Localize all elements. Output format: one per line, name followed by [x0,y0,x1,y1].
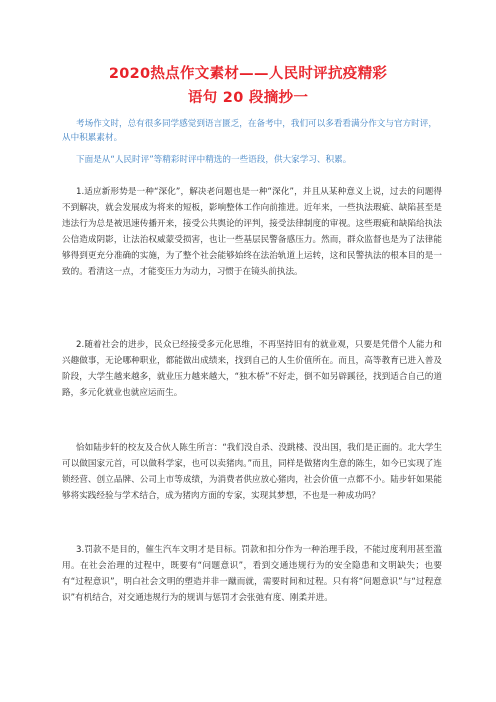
body-paragraph: 恰如陆步轩的校友及合伙人陈生所言：“我们没自杀、没跳楼、没出国，我们是正面的。北大学生可以做国家元首，可以做科学家，也可以卖猪肉。”而且，同样是做猪肉生意的陈生，如今已实现了连锁经营、创立品牌、公司上市等成绩，为消费者供应放心猪肉，社会价值一点都不小。陆步轩如果能够将实践经验与学术结合，成为猪肉方面的专家，实现其梦想，不也是一种成功吗？ [62,443,442,501]
intro-paragraph: 考场作文时，总有很多同学感觉到语言匮乏，在备考中，我们可以多看看满分作文与官方时评，从中积累素材。 [62,119,437,144]
document-title-line-2: 语句 20 段摘抄一 [187,90,309,106]
body-paragraph: 2.随着社会的进步，民众已经接受多元化思维，不再坚持旧有的就业观，只要是凭借个人能力和兴趣做事，无论哪种职业，都能做出成绩来，找到自己的人生价值所在。而且，高等教育已进入普及阶段，大学生越来越多，就业压力越来越大，“独木桥”不好走，倒不如另辟蹊径，找到适合自己的道路，多元化就业也就应运而生。 [62,340,442,398]
intro-paragraph: 下面是从“人民时评”等精彩时评中精选的一些语段，供大家学习、积累。 [76,155,352,165]
body-paragraph: 3.罚款不是目的，催生汽车文明才是目标。罚款和扣分作为一种治理手段，不能过度利用甚至滥用。在社会治理的过程中，既要有“问题意识”，看到交通违规行为的安全隐患和文明缺失；也要有“过程意识”，明白社会文明的塑造并非一蹴而就，需要时间和过程。只有将“问题意识”与“过程意识”有机结合，对交通违规行为的规训与惩罚才会张弛有度、刚柔并进。 [62,545,442,603]
body-paragraph: 1.适应新形势是一种“深化”，解决老问题也是一种“深化”，并且从某种意义上说，过去的问题得不到解决，就会发展成为将来的短板，影响整体工作向前推进。近年来，一些执法瑕疵、缺陷甚至是违法行为总是被迅速传播开来，接受公共舆论的评判，接受法律制度的审视。这些瑕疵和缺陷给执法公信造成阴影，让法治权威蒙受损害，也让一些基层民警备感压力。然而，群众监督也是为了法律能够得到更充分准确的实施，为了整个社会能够始终在法治轨道上运转，这和民警执法的根本目的是一致的。看清这一点，才能变压力为动力，习惯于在镜头前执法。 [62,187,442,277]
document-title-line-1: 2020热点作文素材——人民时评抗疫精彩 [108,66,388,82]
